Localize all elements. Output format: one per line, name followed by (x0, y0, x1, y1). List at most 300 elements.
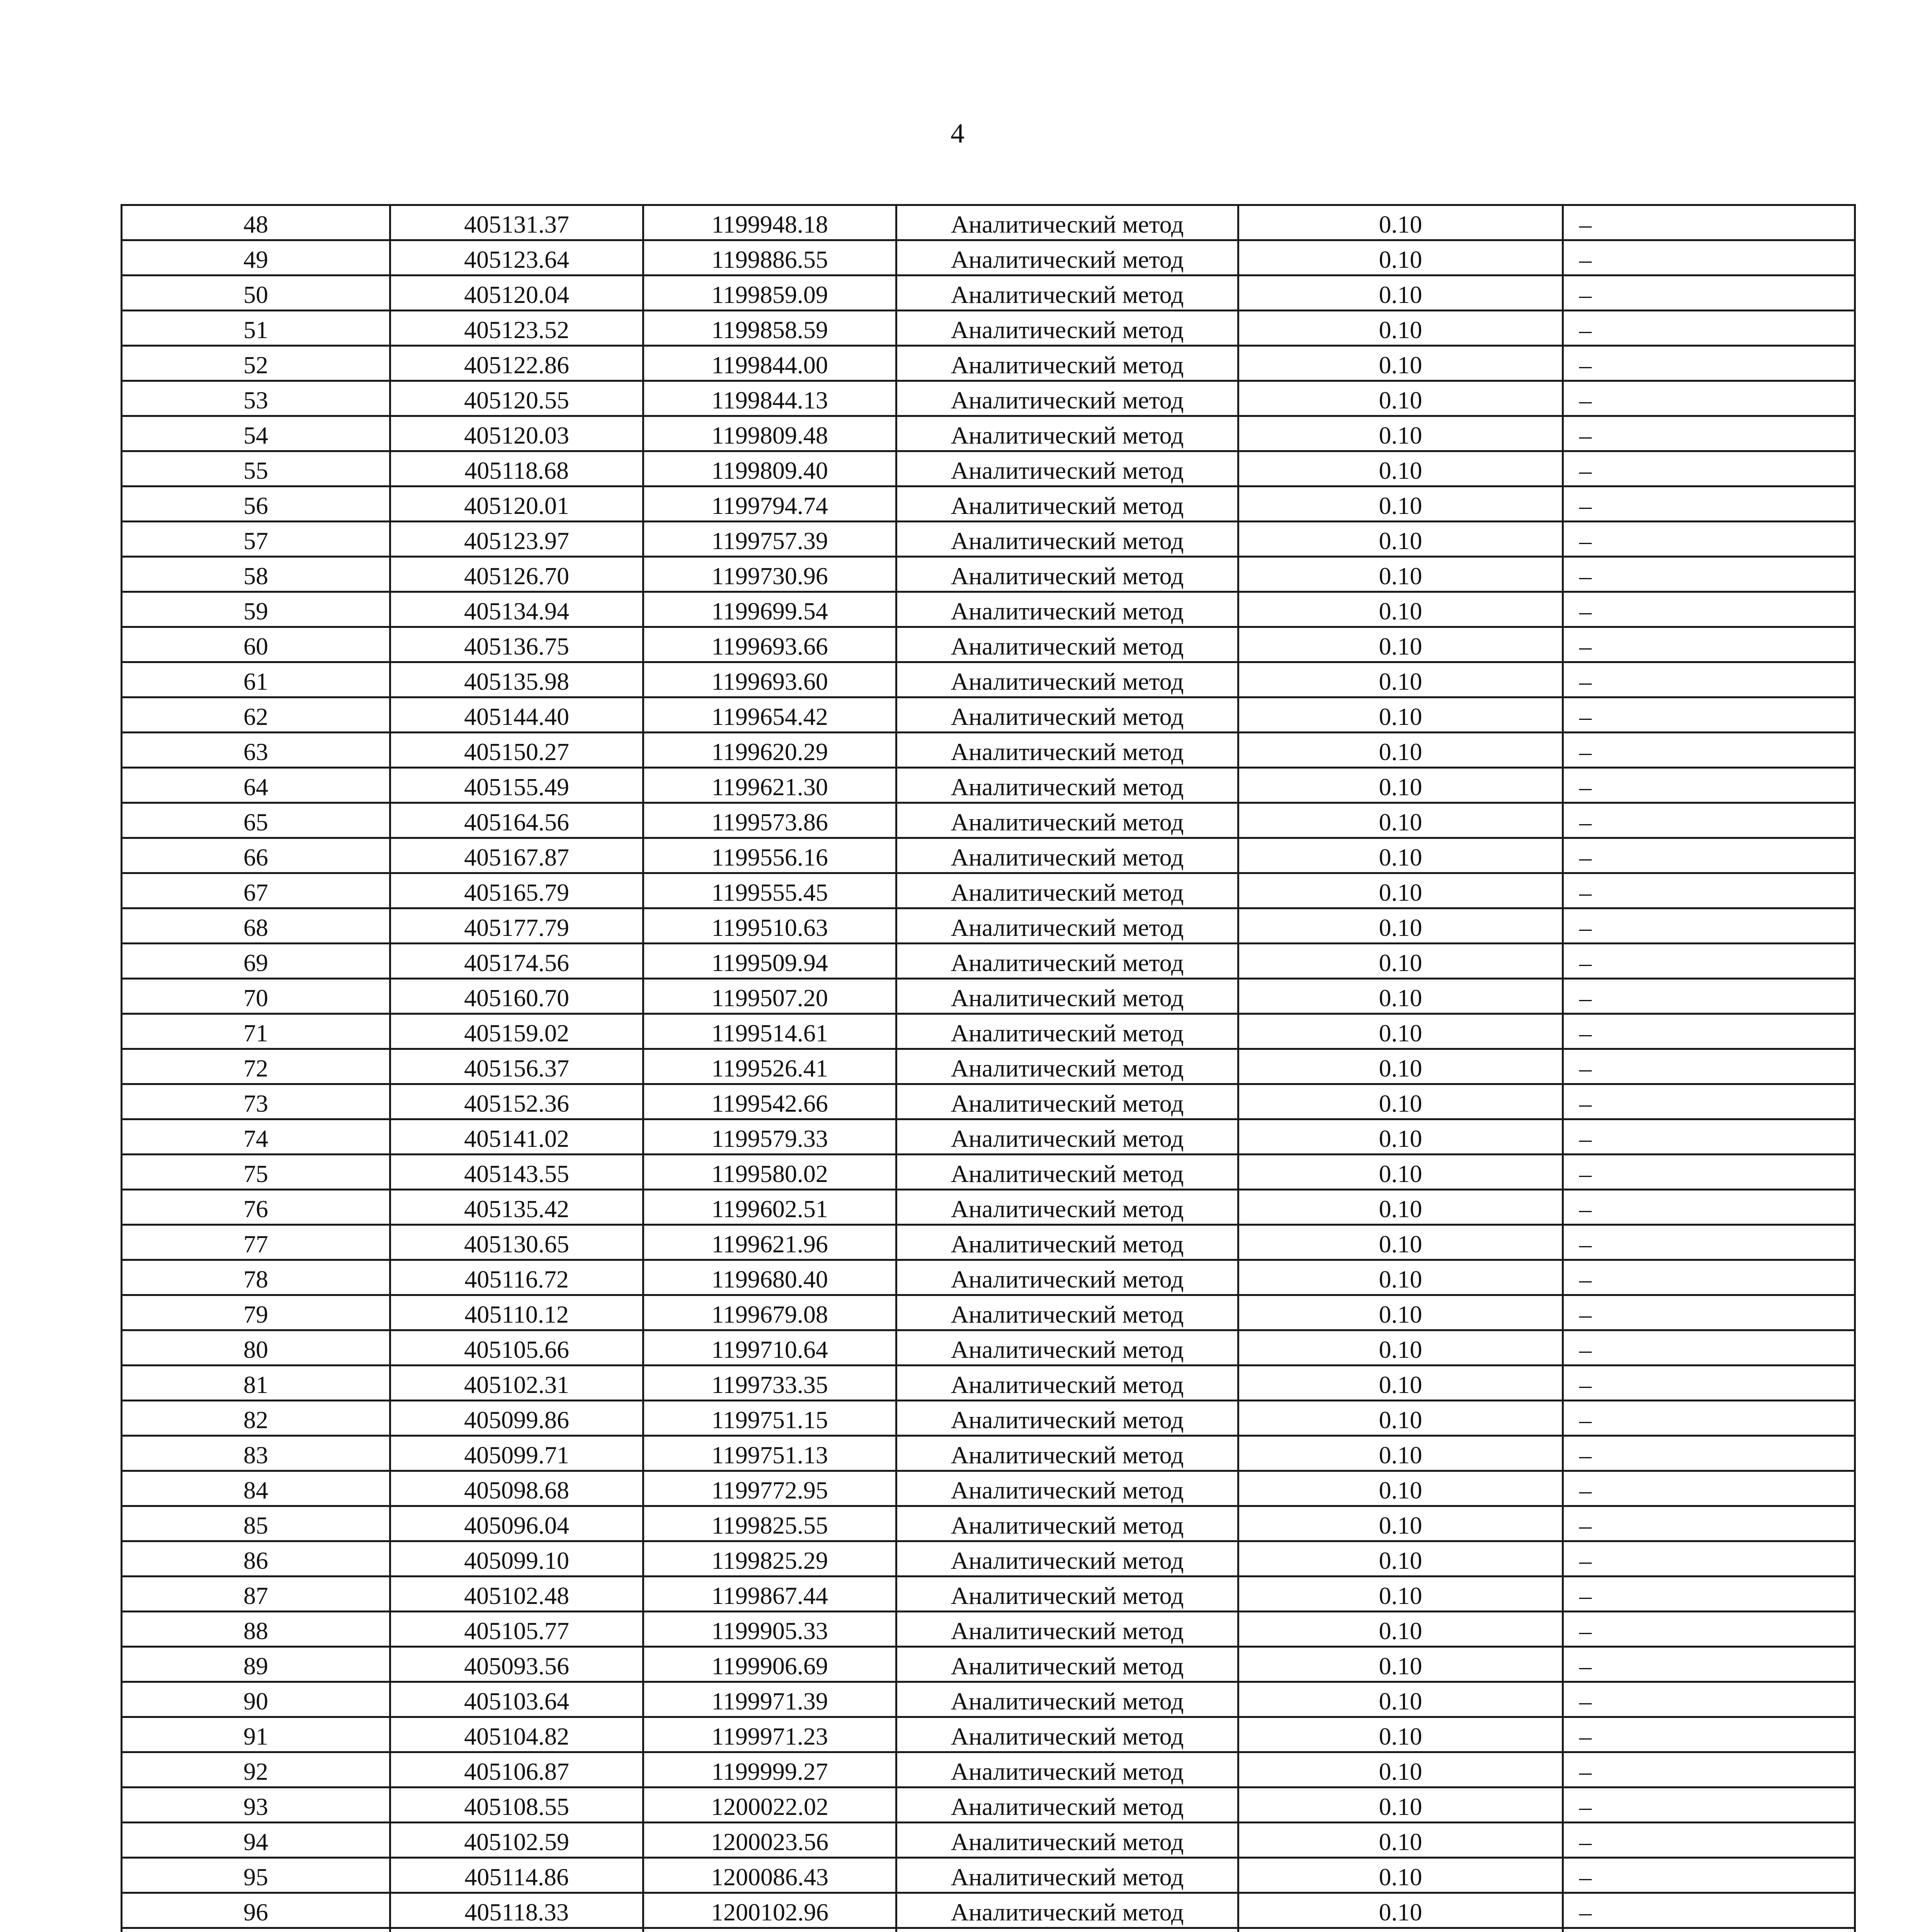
accuracy-cell: 0.10 (1238, 838, 1563, 873)
y-coordinate-cell: 1199730.96 (643, 557, 896, 592)
table-row (122, 1119, 1855, 1155)
point-number-cell: 68 (122, 908, 390, 944)
y-coordinate-cell: 1199751.15 (643, 1401, 896, 1436)
x-coordinate-cell: 405093.56 (390, 1647, 643, 1682)
table-row (122, 557, 1855, 592)
x-coordinate-cell: 405135.98 (390, 662, 643, 697)
table-row (122, 1330, 1855, 1366)
method-cell: Аналитический метод (896, 1612, 1238, 1647)
x-coordinate-cell: 405135.42 (390, 1190, 643, 1225)
method-cell: Аналитический метод (896, 1330, 1238, 1366)
method-cell: Аналитический метод (896, 1752, 1238, 1787)
x-coordinate-cell: 405118.68 (390, 451, 643, 486)
point-number-cell: 75 (122, 1155, 390, 1190)
accuracy-cell: 0.10 (1238, 979, 1563, 1014)
y-coordinate-cell: 1199580.02 (643, 1155, 896, 1190)
accuracy-cell: 0.10 (1238, 908, 1563, 944)
table-row (122, 1436, 1855, 1471)
x-coordinate-cell: 405099.10 (390, 1541, 643, 1577)
point-number-cell: 76 (122, 1190, 390, 1225)
table-row (122, 451, 1855, 486)
x-coordinate-cell: 405167.87 (390, 838, 643, 873)
y-coordinate-cell: 1199825.29 (643, 1541, 896, 1577)
method-cell: Аналитический метод (896, 1436, 1238, 1471)
note-cell: – (1563, 1577, 1855, 1612)
method-cell: Аналитический метод (896, 908, 1238, 944)
table-row (122, 1541, 1855, 1577)
y-coordinate-cell: 1199514.61 (643, 1014, 896, 1049)
table-row (122, 1084, 1855, 1119)
accuracy-cell: 0.10 (1238, 1682, 1563, 1717)
method-cell: Аналитический метод (896, 1506, 1238, 1541)
y-coordinate-cell: 1199579.33 (643, 1119, 896, 1155)
accuracy-cell: 0.10 (1238, 522, 1563, 557)
y-coordinate-cell: 1199809.40 (643, 451, 896, 486)
note-cell: – (1563, 873, 1855, 908)
table-row (122, 1401, 1855, 1436)
method-cell: Аналитический метод (896, 416, 1238, 451)
note-cell: – (1563, 205, 1855, 240)
point-number-cell: 61 (122, 662, 390, 697)
point-number-cell: 87 (122, 1577, 390, 1612)
note-cell: – (1563, 733, 1855, 768)
y-coordinate-cell: 1199971.39 (643, 1682, 896, 1717)
point-number-cell: 71 (122, 1014, 390, 1049)
method-cell: Аналитический метод (896, 205, 1238, 240)
note-cell: – (1563, 697, 1855, 733)
y-coordinate-cell: 1199844.13 (643, 381, 896, 416)
point-number-cell: 57 (122, 522, 390, 557)
method-cell: Аналитический метод (896, 1014, 1238, 1049)
method-cell: Аналитический метод (896, 1084, 1238, 1119)
point-number-cell: 81 (122, 1366, 390, 1401)
note-cell: – (1563, 1366, 1855, 1401)
y-coordinate-cell: 1199693.60 (643, 662, 896, 697)
accuracy-cell: 0.10 (1238, 1787, 1563, 1823)
y-coordinate-cell: 1200022.02 (643, 1787, 896, 1823)
y-coordinate-cell: 1200102.96 (643, 1893, 896, 1928)
note-cell: – (1563, 1471, 1855, 1506)
accuracy-cell: 0.10 (1238, 1014, 1563, 1049)
x-coordinate-cell: 405143.55 (390, 1155, 643, 1190)
y-coordinate-cell: 1199886.55 (643, 240, 896, 276)
accuracy-cell: 0.10 (1238, 451, 1563, 486)
note-cell: – (1563, 944, 1855, 979)
method-cell: Аналитический метод (896, 697, 1238, 733)
point-number-cell: 94 (122, 1823, 390, 1858)
x-coordinate-cell: 405102.59 (390, 1823, 643, 1858)
note-cell: – (1563, 662, 1855, 697)
y-coordinate-cell: 1199679.08 (643, 1295, 896, 1330)
x-coordinate-cell: 405118.33 (390, 1893, 643, 1928)
accuracy-cell: 0.10 (1238, 1612, 1563, 1647)
point-number-cell: 69 (122, 944, 390, 979)
accuracy-cell: 0.10 (1238, 1858, 1563, 1893)
table-row (122, 240, 1855, 276)
accuracy-cell: 0.10 (1238, 381, 1563, 416)
accuracy-cell: 0.10 (1238, 1471, 1563, 1506)
table-row (122, 1612, 1855, 1647)
note-cell: – (1563, 1119, 1855, 1155)
point-number-cell: 56 (122, 486, 390, 522)
x-coordinate-cell: 405136.75 (390, 627, 643, 662)
note-cell: – (1563, 1717, 1855, 1752)
point-number-cell: 92 (122, 1752, 390, 1787)
point-number-cell: 77 (122, 1225, 390, 1260)
method-cell: Аналитический метод (896, 803, 1238, 838)
x-coordinate-cell: 405141.02 (390, 1119, 643, 1155)
accuracy-cell: 0.10 (1238, 346, 1563, 381)
y-coordinate-cell: 1199948.18 (643, 205, 896, 240)
point-number-cell: 84 (122, 1471, 390, 1506)
table-row (122, 1366, 1855, 1401)
table-row (122, 1225, 1855, 1260)
accuracy-cell: 0.10 (1238, 557, 1563, 592)
point-number-cell: 67 (122, 873, 390, 908)
accuracy-cell: 0.10 (1238, 1049, 1563, 1084)
y-coordinate-cell: 1199858.59 (643, 311, 896, 346)
accuracy-cell: 0.10 (1238, 311, 1563, 346)
method-cell: Аналитический метод (896, 838, 1238, 873)
table-row (122, 276, 1855, 311)
y-coordinate-cell: 1199621.96 (643, 1225, 896, 1260)
table-row (122, 944, 1855, 979)
point-number-cell: 85 (122, 1506, 390, 1541)
note-cell: – (1563, 1682, 1855, 1717)
accuracy-cell: 0.10 (1238, 1823, 1563, 1858)
table-row (122, 1752, 1855, 1787)
note-cell: – (1563, 1541, 1855, 1577)
y-coordinate-cell: 1199825.55 (643, 1506, 896, 1541)
x-coordinate-cell: 405150.27 (390, 733, 643, 768)
point-number-cell: 50 (122, 276, 390, 311)
x-coordinate-cell: 405114.86 (390, 1858, 643, 1893)
x-coordinate-cell: 405116.72 (390, 1260, 643, 1295)
y-coordinate-cell: 1199906.69 (643, 1647, 896, 1682)
note-cell: – (1563, 1014, 1855, 1049)
accuracy-cell: 0.10 (1238, 1330, 1563, 1366)
y-coordinate-cell: 1199509.94 (643, 944, 896, 979)
x-coordinate-cell: 405105.66 (390, 1330, 643, 1366)
table-row (122, 803, 1855, 838)
table-row (122, 346, 1855, 381)
point-number-cell: 90 (122, 1682, 390, 1717)
note-cell: – (1563, 381, 1855, 416)
x-coordinate-cell: 405134.94 (390, 592, 643, 627)
note-cell: – (1563, 1260, 1855, 1295)
note-cell: – (1563, 522, 1855, 557)
note-cell: – (1563, 1401, 1855, 1436)
table-row (122, 1155, 1855, 1190)
accuracy-cell: 0.10 (1238, 662, 1563, 697)
note-cell: – (1563, 592, 1855, 627)
x-coordinate-cell: 405174.56 (390, 944, 643, 979)
method-cell: Аналитический метод (896, 1260, 1238, 1295)
note-cell: – (1563, 240, 1855, 276)
method-cell: Аналитический метод (896, 944, 1238, 979)
x-coordinate-cell: 405120.55 (390, 381, 643, 416)
x-coordinate-cell: 405156.37 (390, 1049, 643, 1084)
point-number-cell: 64 (122, 768, 390, 803)
point-number-cell: 55 (122, 451, 390, 486)
point-number-cell: 52 (122, 346, 390, 381)
note-cell: – (1563, 1084, 1855, 1119)
point-number-cell: 83 (122, 1436, 390, 1471)
point-number-cell: 66 (122, 838, 390, 873)
accuracy-cell: 0.10 (1238, 1752, 1563, 1787)
x-coordinate-cell: 405126.70 (390, 557, 643, 592)
x-coordinate-cell: 405122.86 (390, 346, 643, 381)
point-number-cell: 59 (122, 592, 390, 627)
accuracy-cell: 0.10 (1238, 1647, 1563, 1682)
x-coordinate-cell: 405096.04 (390, 1506, 643, 1541)
accuracy-cell: 0.10 (1238, 627, 1563, 662)
x-coordinate-cell: 405104.82 (390, 1717, 643, 1752)
y-coordinate-cell: 1199507.20 (643, 979, 896, 1014)
table-row (122, 1260, 1855, 1295)
method-cell: Аналитический метод (896, 1471, 1238, 1506)
point-number-cell: 89 (122, 1647, 390, 1682)
note-cell: – (1563, 908, 1855, 944)
y-coordinate-cell: 1199573.86 (643, 803, 896, 838)
accuracy-cell: 0.10 (1238, 873, 1563, 908)
table-row (122, 1823, 1855, 1858)
x-coordinate-cell: 405110.12 (390, 1295, 643, 1330)
method-cell: Аналитический метод (896, 1190, 1238, 1225)
point-number-cell: 65 (122, 803, 390, 838)
note-cell: – (1563, 1049, 1855, 1084)
point-number-cell: 78 (122, 1260, 390, 1295)
method-cell: Аналитический метод (896, 346, 1238, 381)
accuracy-cell: 0.10 (1238, 592, 1563, 627)
note-cell: – (1563, 416, 1855, 451)
method-cell: Аналитический метод (896, 873, 1238, 908)
x-coordinate-cell: 405159.02 (390, 1014, 643, 1049)
method-cell: Аналитический метод (896, 1366, 1238, 1401)
method-cell: Аналитический метод (896, 1787, 1238, 1823)
accuracy-cell: 0.10 (1238, 1084, 1563, 1119)
method-cell: Аналитический метод (896, 1049, 1238, 1084)
note-cell: – (1563, 768, 1855, 803)
accuracy-cell: 0.10 (1238, 1295, 1563, 1330)
x-coordinate-cell: 405102.48 (390, 1577, 643, 1612)
table-row (122, 1190, 1855, 1225)
method-cell: Аналитический метод (896, 768, 1238, 803)
y-coordinate-cell: 1199699.54 (643, 592, 896, 627)
y-coordinate-cell: 1199733.35 (643, 1366, 896, 1401)
point-number-cell: 70 (122, 979, 390, 1014)
method-cell: Аналитический метод (896, 1823, 1238, 1858)
note-cell: – (1563, 1190, 1855, 1225)
accuracy-cell (1238, 1928, 1563, 1932)
accuracy-cell: 0.10 (1238, 697, 1563, 733)
x-coordinate-cell: 405098.68 (390, 1471, 643, 1506)
table-row (122, 205, 1855, 240)
method-cell: Аналитический метод (896, 1647, 1238, 1682)
method-cell: Аналитический метод (896, 1225, 1238, 1260)
method-cell: Аналитический метод (896, 662, 1238, 697)
y-coordinate-cell (643, 1928, 896, 1932)
accuracy-cell: 0.10 (1238, 1225, 1563, 1260)
note-cell: – (1563, 311, 1855, 346)
method-cell: Аналитический метод (896, 1893, 1238, 1928)
table-row (122, 1717, 1855, 1752)
x-coordinate-cell: 405123.97 (390, 522, 643, 557)
note-cell: – (1563, 1225, 1855, 1260)
point-number-cell: 54 (122, 416, 390, 451)
accuracy-cell: 0.10 (1238, 733, 1563, 768)
table-row (122, 416, 1855, 451)
point-number-cell: 62 (122, 697, 390, 733)
point-number-cell: 48 (122, 205, 390, 240)
table-row (122, 1577, 1855, 1612)
note-cell: – (1563, 1823, 1855, 1858)
y-coordinate-cell: 1199693.66 (643, 627, 896, 662)
note-cell: – (1563, 627, 1855, 662)
x-coordinate-cell (390, 1928, 643, 1932)
accuracy-cell: 0.10 (1238, 803, 1563, 838)
table-row (122, 627, 1855, 662)
method-cell: Аналитический метод (896, 1401, 1238, 1436)
table-row (122, 1787, 1855, 1823)
note-cell: – (1563, 1752, 1855, 1787)
table-row (122, 662, 1855, 697)
coordinates-table (121, 204, 1856, 1932)
y-coordinate-cell: 1199621.30 (643, 768, 896, 803)
method-cell: Аналитический метод (896, 311, 1238, 346)
table-row (122, 1647, 1855, 1682)
y-coordinate-cell: 1200086.43 (643, 1858, 896, 1893)
table-row (122, 1893, 1855, 1928)
accuracy-cell: 0.10 (1238, 416, 1563, 451)
method-cell: Аналитический метод (896, 1682, 1238, 1717)
method-cell: Аналитический метод (896, 1858, 1238, 1893)
y-coordinate-cell: 1199654.42 (643, 697, 896, 733)
table-row (122, 697, 1855, 733)
accuracy-cell: 0.10 (1238, 1155, 1563, 1190)
accuracy-cell: 0.10 (1238, 1190, 1563, 1225)
x-coordinate-cell: 405131.37 (390, 205, 643, 240)
method-cell: Аналитический метод (896, 486, 1238, 522)
note-cell: – (1563, 1506, 1855, 1541)
note-cell: – (1563, 1436, 1855, 1471)
y-coordinate-cell: 1199751.13 (643, 1436, 896, 1471)
method-cell (896, 1928, 1238, 1932)
table-row (122, 1506, 1855, 1541)
point-number-cell: 93 (122, 1787, 390, 1823)
method-cell: Аналитический метод (896, 1541, 1238, 1577)
point-number-cell: 95 (122, 1858, 390, 1893)
method-cell: Аналитический метод (896, 1295, 1238, 1330)
y-coordinate-cell: 1199510.63 (643, 908, 896, 944)
method-cell: Аналитический метод (896, 381, 1238, 416)
x-coordinate-cell: 405165.79 (390, 873, 643, 908)
x-coordinate-cell: 405099.71 (390, 1436, 643, 1471)
accuracy-cell: 0.10 (1238, 768, 1563, 803)
note-cell: – (1563, 1647, 1855, 1682)
method-cell: Аналитический метод (896, 451, 1238, 486)
table-row (122, 486, 1855, 522)
method-cell: Аналитический метод (896, 240, 1238, 276)
point-number-cell: 53 (122, 381, 390, 416)
method-cell: Аналитический метод (896, 1155, 1238, 1190)
table-row (122, 733, 1855, 768)
point-number-cell: 88 (122, 1612, 390, 1647)
note-cell: – (1563, 979, 1855, 1014)
point-number-cell: 72 (122, 1049, 390, 1084)
y-coordinate-cell: 1199710.64 (643, 1330, 896, 1366)
point-number-cell: 96 (122, 1893, 390, 1928)
x-coordinate-cell: 405164.56 (390, 803, 643, 838)
y-coordinate-cell: 1199971.23 (643, 1717, 896, 1752)
y-coordinate-cell: 1199844.00 (643, 346, 896, 381)
method-cell: Аналитический метод (896, 592, 1238, 627)
accuracy-cell: 0.10 (1238, 1577, 1563, 1612)
accuracy-cell: 0.10 (1238, 1717, 1563, 1752)
x-coordinate-cell: 405123.52 (390, 311, 643, 346)
x-coordinate-cell: 405160.70 (390, 979, 643, 1014)
method-cell: Аналитический метод (896, 1119, 1238, 1155)
table-row (122, 1682, 1855, 1717)
x-coordinate-cell: 405144.40 (390, 697, 643, 733)
note-cell (1563, 1928, 1855, 1932)
table-row (122, 1928, 1855, 1932)
note-cell: – (1563, 486, 1855, 522)
table-row (122, 522, 1855, 557)
point-number-cell: 73 (122, 1084, 390, 1119)
note-cell: – (1563, 1893, 1855, 1928)
accuracy-cell: 0.10 (1238, 205, 1563, 240)
point-number-cell (122, 1928, 390, 1932)
x-coordinate-cell: 405130.65 (390, 1225, 643, 1260)
x-coordinate-cell: 405120.04 (390, 276, 643, 311)
y-coordinate-cell: 1199772.95 (643, 1471, 896, 1506)
table-row (122, 1471, 1855, 1506)
accuracy-cell: 0.10 (1238, 1541, 1563, 1577)
point-number-cell: 86 (122, 1541, 390, 1577)
note-cell: – (1563, 803, 1855, 838)
table-row (122, 873, 1855, 908)
x-coordinate-cell: 405120.03 (390, 416, 643, 451)
point-number-cell: 79 (122, 1295, 390, 1330)
point-number-cell: 49 (122, 240, 390, 276)
accuracy-cell: 0.10 (1238, 486, 1563, 522)
y-coordinate-cell: 1199555.45 (643, 873, 896, 908)
point-number-cell: 80 (122, 1330, 390, 1366)
table-row (122, 768, 1855, 803)
accuracy-cell: 0.10 (1238, 1260, 1563, 1295)
y-coordinate-cell: 1199859.09 (643, 276, 896, 311)
method-cell: Аналитический метод (896, 1717, 1238, 1752)
method-cell: Аналитический метод (896, 979, 1238, 1014)
y-coordinate-cell: 1199526.41 (643, 1049, 896, 1084)
accuracy-cell: 0.10 (1238, 1401, 1563, 1436)
note-cell: – (1563, 1858, 1855, 1893)
y-coordinate-cell: 1199680.40 (643, 1260, 896, 1295)
accuracy-cell: 0.10 (1238, 276, 1563, 311)
note-cell: – (1563, 1295, 1855, 1330)
accuracy-cell: 0.10 (1238, 1119, 1563, 1155)
accuracy-cell: 0.10 (1238, 1893, 1563, 1928)
x-coordinate-cell: 405177.79 (390, 908, 643, 944)
accuracy-cell: 0.10 (1238, 1506, 1563, 1541)
note-cell: – (1563, 1612, 1855, 1647)
note-cell: – (1563, 1155, 1855, 1190)
accuracy-cell: 0.10 (1238, 240, 1563, 276)
method-cell: Аналитический метод (896, 627, 1238, 662)
y-coordinate-cell: 1200023.56 (643, 1823, 896, 1858)
note-cell: – (1563, 1787, 1855, 1823)
